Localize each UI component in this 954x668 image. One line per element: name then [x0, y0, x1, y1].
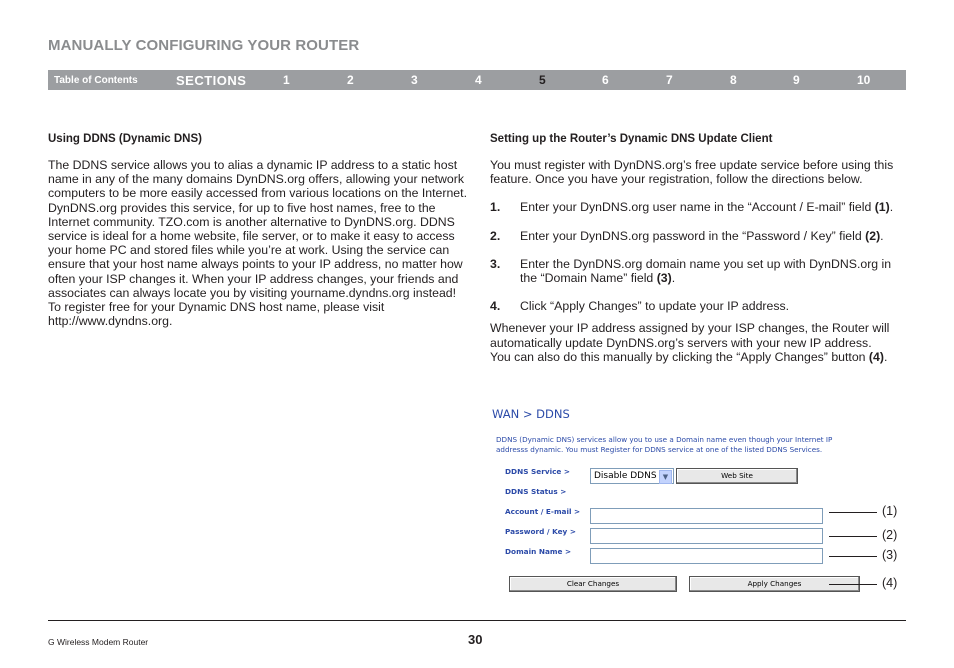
step-2 [490, 229, 910, 243]
footer-product-name: G Wireless Modem Router [48, 637, 149, 647]
section-link-5[interactable]: 5 [539, 73, 546, 87]
step-3 [490, 257, 910, 285]
page-number: 30 [468, 632, 483, 647]
section-link-6[interactable]: 6 [602, 73, 609, 87]
step-ref: (2) [865, 228, 881, 243]
step-end: . [671, 271, 676, 286]
step-number: 4. [490, 299, 501, 314]
domain-name-input[interactable] [590, 548, 823, 564]
step-4 [490, 299, 910, 313]
sections-label: SECTIONS [176, 73, 247, 88]
ddns-service-select[interactable] [590, 468, 674, 484]
step-text: Enter your DynDNS.org password in the “Password / Key” field [520, 228, 866, 243]
step-number: 3. [490, 256, 501, 271]
ddns-body-text: The DDNS service allows you to alias a dynamic IP address to a static host name in any of the many domains DynDNS.org offers, allowing your network computers to be more easily accessed from various locations on the Internet. DynDNS.org provides this service, for up to five host names, free to the Internet community. TZO.com is another alternative to DynDNS.org. DDNS service is ideal for a home website, file server, or to make it easy to access your home PC and stored files while you’re at work. Using the service can ensure that your host name always points to your IP address, no matter how often your ISP changes it. When your IP address changes, your friends and associates can always locate you by visiting yourname.dyndns.org instead! To register free for your Dynamic DNS host name, please visit http://www.dyndns.org. [48, 158, 467, 329]
callout-3: (3) [882, 548, 898, 562]
closing-text [490, 321, 890, 364]
intro-text: You must register with DynDNS.org’s free update service before using this feature. Once you have your registration, follow the directions below. [490, 158, 894, 187]
callout-1: (1) [882, 504, 898, 518]
step-end: . [880, 228, 884, 243]
password-key-input[interactable] [590, 528, 823, 544]
ddns-client-heading: Setting up the Router’s Dynamic DNS Update Client [490, 133, 773, 145]
section-link-1[interactable]: 1 [283, 73, 290, 87]
step-number: 1. [490, 200, 501, 215]
footer-divider [48, 620, 906, 621]
step-ref: (3) [656, 271, 672, 286]
section-link-9[interactable]: 9 [793, 73, 800, 87]
left-column [48, 133, 468, 328]
section-link-10[interactable]: 10 [857, 73, 871, 87]
step-end: . [889, 200, 894, 215]
chevron-down-icon[interactable]: ▼ [659, 470, 672, 484]
toc-link[interactable]: Table of Contents [54, 75, 138, 86]
ddns-status-label: DDNS Status > [505, 487, 567, 496]
domain-name-label: Domain Name > [505, 547, 572, 556]
web-site-button[interactable]: Web Site [676, 468, 798, 484]
ddns-service-label: DDNS Service > [505, 467, 571, 476]
account-email-input[interactable] [590, 508, 823, 524]
screenshot-title: WAN > DDNS [492, 407, 570, 421]
ddns-settings-screenshot [490, 403, 860, 603]
step-text: Enter your DynDNS.org user name in the “Account / E-mail” field [520, 200, 875, 215]
callout-line-4 [829, 584, 877, 585]
callout-line-3 [829, 556, 877, 557]
step-1 [490, 200, 910, 214]
step-text: Enter the DynDNS.org domain name you set up with DynDNS.org in the “Domain Name” field [520, 256, 892, 286]
callout-line-2 [829, 536, 877, 537]
closing-end: . [883, 349, 888, 364]
step-ref: (1) [874, 200, 890, 215]
section-link-3[interactable]: 3 [411, 73, 418, 87]
closing-ref: (4) [868, 349, 884, 364]
password-key-label: Password / Key > [505, 527, 576, 536]
page-header-title: MANUALLY CONFIGURING YOUR ROUTER [48, 37, 360, 54]
ddns-service-value: Disable DDNS [594, 471, 657, 481]
account-email-label: Account / E-mail > [505, 507, 581, 516]
section-nav-bar [48, 70, 906, 90]
screenshot-description: DDNS (Dynamic DNS) services allow you to use a Domain name even though your Internet IP addresss dynamic. You must Register for DDNS service at one of the listed DDNS Services. [496, 435, 833, 454]
right-column [490, 133, 910, 364]
section-link-7[interactable]: 7 [666, 73, 673, 87]
step-number: 2. [490, 228, 501, 243]
step-text: Click “Apply Changes” to update your IP address. [520, 299, 790, 314]
callout-2: (2) [882, 528, 898, 542]
section-link-8[interactable]: 8 [730, 73, 737, 87]
closing-body: Whenever your IP address assigned by your ISP changes, the Router will automatically update DynDNS.org’s servers with your new IP address. You can also do this manually by clicking the “Apply Changes” button [490, 321, 890, 364]
ddns-heading: Using DDNS (Dynamic DNS) [48, 133, 202, 145]
apply-changes-button[interactable]: Apply Changes [689, 576, 860, 592]
section-link-2[interactable]: 2 [347, 73, 354, 87]
clear-changes-button[interactable]: Clear Changes [509, 576, 677, 592]
callout-4: (4) [882, 576, 898, 590]
section-link-4[interactable]: 4 [475, 73, 482, 87]
callout-line-1 [829, 512, 877, 513]
